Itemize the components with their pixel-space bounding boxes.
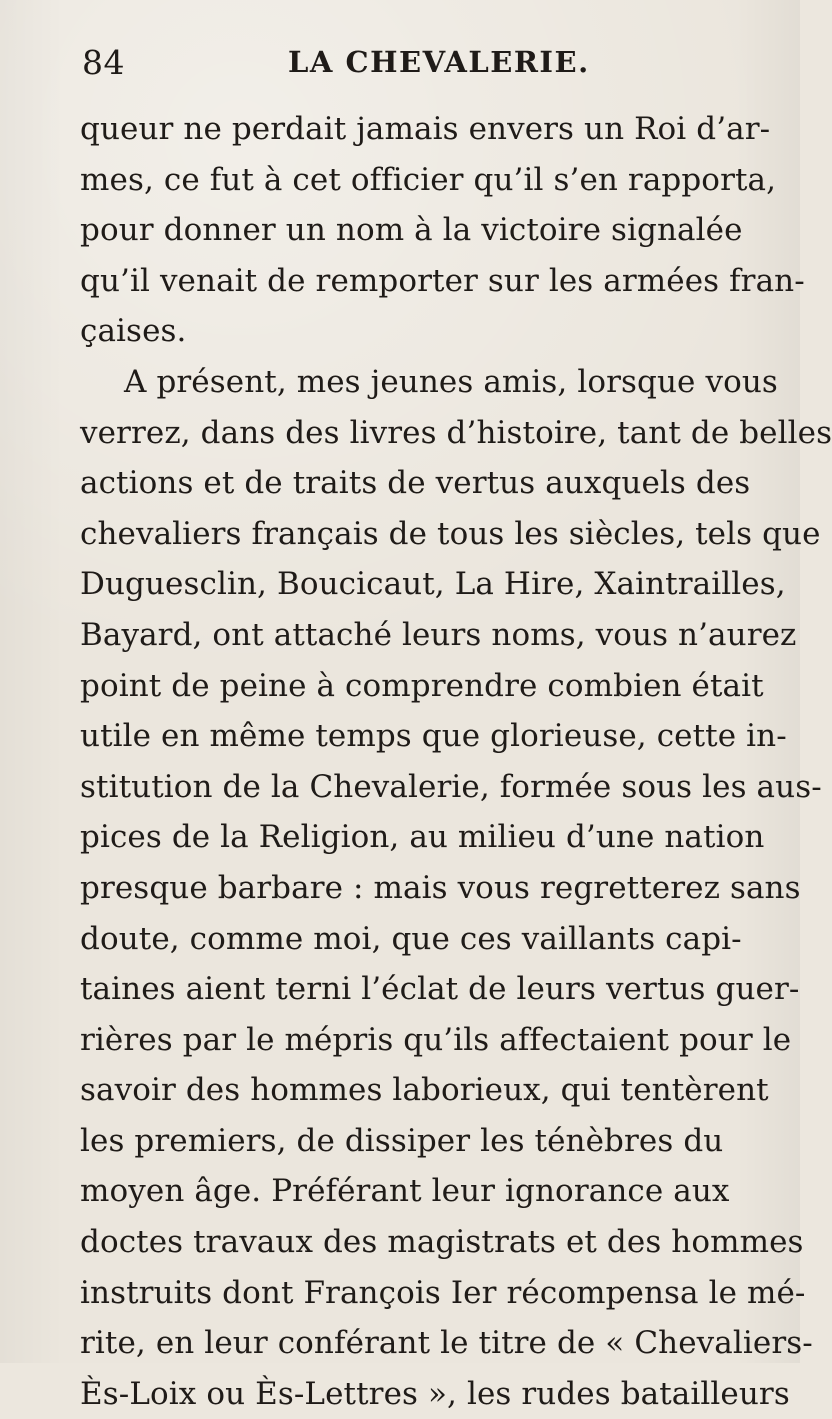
text-line: Bayard, ont attaché leurs noms, vous n’aurez: [80, 616, 797, 653]
text-line: mes, ce fut à cet officier qu’il s’en rapporta,: [80, 161, 777, 198]
body-text: [80, 104, 832, 1419]
text-line: queur ne perdait jamais envers un Roi d’ar-: [80, 111, 771, 147]
text-line: moyen âge. Préférant leur ignorance aux: [80, 1173, 730, 1210]
page-header: [82, 43, 742, 92]
text-line: doute, comme moi, que ces vaillants capi-: [80, 920, 742, 957]
page-number: 84: [82, 43, 125, 82]
text-line: stitution de la Chevalerie, formée sous les aus-: [80, 768, 822, 805]
text-line: actions et de traits de vertus auxquels des: [80, 465, 751, 502]
text-line: verrez, dans des livres d’histoire, tant de belles: [80, 414, 832, 451]
text-line: les premiers, de dissiper les ténèbres du: [80, 1122, 724, 1159]
text-line: presque barbare : mais vous regretterez sans: [80, 869, 801, 906]
text-line: pices de la Religion, au milieu d’une nation: [80, 819, 765, 856]
text-line: rières par le mépris qu’ils affectaient pour le: [80, 1021, 792, 1058]
text-line: chevaliers français de tous les siècles, tels que: [80, 515, 821, 552]
text-line: taines aient terni l’éclat de leurs vertus guer-: [80, 971, 800, 1008]
text-line: utile en même temps que glorieuse, cette in-: [80, 718, 787, 755]
text-line: savoir des hommes laborieux, qui tentèrent: [80, 1072, 769, 1109]
text-line: point de peine à comprendre combien était: [80, 667, 764, 704]
text-line: instruits dont François Ier récompensa le mé-: [80, 1274, 806, 1311]
running-title: LA CHEVALERIE.: [288, 45, 590, 79]
text-line: Ès-Loix ou Ès-Lettres », les rudes batailleurs: [80, 1375, 790, 1412]
text-line: Duguesclin, Boucicaut, La Hire, Xaintrailles,: [80, 566, 786, 603]
text-line: A présent, mes jeunes amis, lorsque vous: [124, 363, 778, 400]
text-line: çaises.: [80, 313, 187, 350]
text-line: doctes travaux des magistrats et des hommes: [80, 1224, 804, 1261]
text-line: rite, en leur conférant le titre de « Chevaliers-: [80, 1325, 813, 1362]
text-line: qu’il venait de remporter sur les armées fran-: [80, 262, 805, 299]
text-line: pour donner un nom à la victoire signalée: [80, 212, 743, 249]
